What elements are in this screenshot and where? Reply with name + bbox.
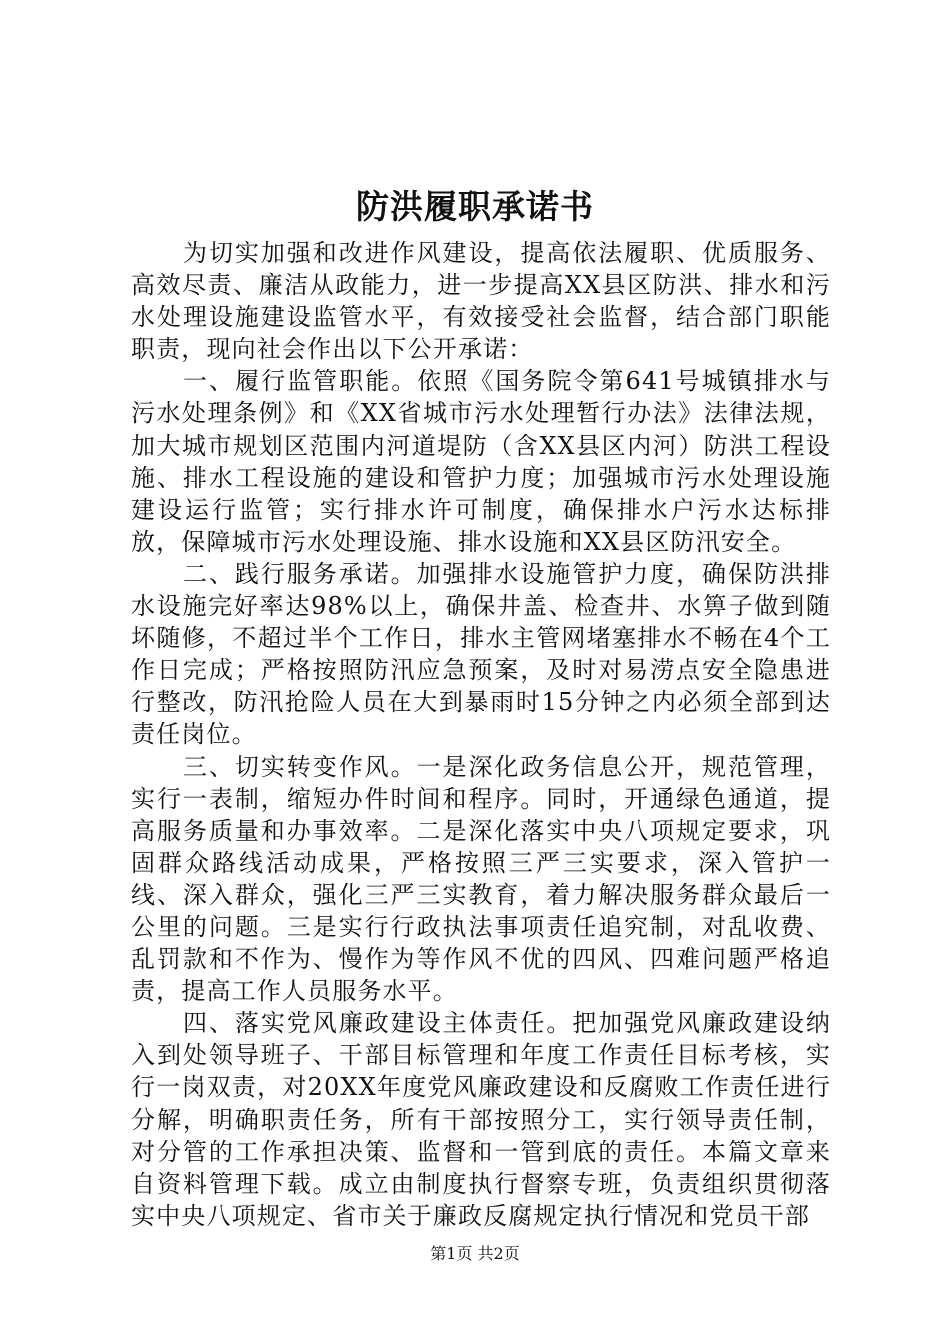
paragraph-section-4: 四、落实党风廉政建设主体责任。把加强党风廉政建设纳入到处领导班子、干部目标管理和年度工作责任目标考核，实行一岗双责，对20XX年度党风廉政建设和反腐败工作责任进行分解，明确职责任务，所有干部按照分工，实行领导责任制，对分管的工作承担决策、监督和一管到底的责任。本篇文章来自资料管理下载。成立由制度执行督察专班，负责组织贯彻落实中央八项规定、省市关于廉政反腐规定执行情况和党员干部 <box>131 1009 831 1230</box>
paragraph-section-2: 二、践行服务承诺。加强排水设施管护力度，确保防洪排水设施完好率达98%以上，确保井盖、检查井、水箅子做到随坏随修，不超过半个工作日，排水主管网堵塞排水不畅在4个工作日完成；严格按照防汛应急预案，及时对易涝点安全隐患进行整改，防汛抢险人员在大到暴雨时15分钟之内必须全部到达责任岗位。 <box>131 559 831 749</box>
paragraph-section-3: 三、切实转变作风。一是深化政务信息公开，规范管理，实行一表制，缩短办件时间和程序。同时，开通绿色通道，提高服务质量和办事效率。二是深化落实中央八项规定要求，巩固群众路线活动成果，严格按照三严三实要求，深入管护一线、深入群众，强化三严三实教育，着力解决服务群众最后一公里的问题。三是实行行政执法事项责任追究制，对乱收费、乱罚款和不作为、慢作为等作风不优的四风、四难问题严格追责，提高工作人员服务水平。 <box>131 752 831 1006</box>
paragraph-intro: 为切实加强和改进作风建设，提高依法履职、优质服务、高效尽责、廉洁从政能力，进一步提高XX县区防洪、排水和污水处理设施建设监管水平，有效接受社会监督，结合部门职能职责，现向社会作出以下公开承诺： <box>131 239 831 364</box>
paragraph-section-1: 一、履行监管职能。依照《国务院令第641号城镇排水与污水处理条例》和《XX省城市污水处理暂行办法》法律法规，加大城市规划区范围内河道堤防（含XX县区内河）防洪工程设施、排水工程设施的建设和管护力度；加强城市污水处理设施建设运行监管；实行排水许可制度，确保排水户污水达标排放，保障城市污水处理设施、排水设施和XX县区防汛安全。 <box>131 367 831 556</box>
document-title: 防洪履职承诺书 <box>356 187 594 226</box>
page-footer: 第1页 共2页 <box>430 1244 520 1263</box>
document-body <box>131 237 831 1232</box>
